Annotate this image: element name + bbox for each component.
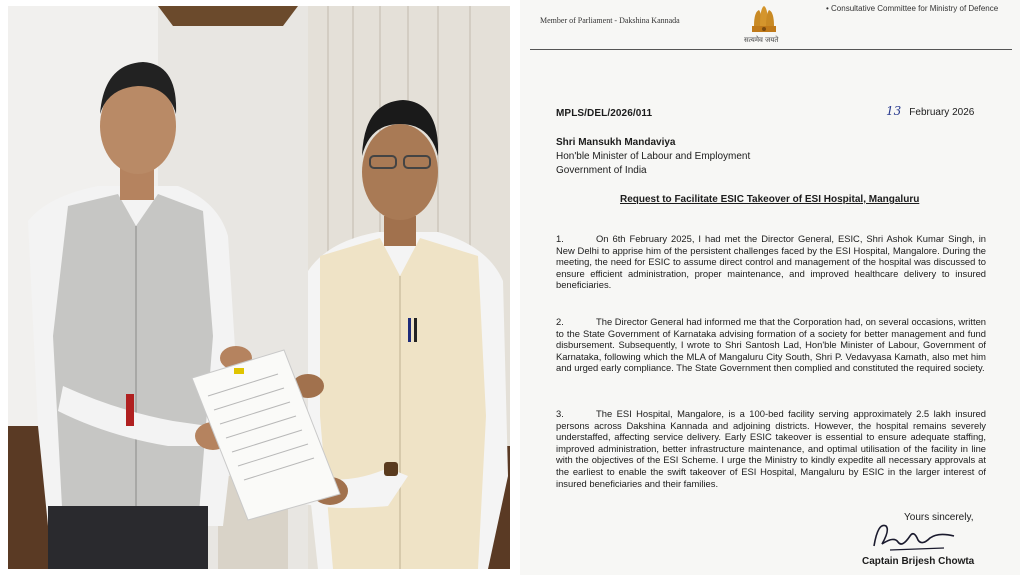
paragraph-number: 1. — [556, 233, 564, 244]
letter-reference: MPLS/DEL/2026/011 — [556, 108, 653, 119]
paragraph-number: 2. — [556, 316, 564, 327]
letter-closing: Yours sincerely, — [904, 512, 974, 523]
emblem-motto: सत्यमेव जयते — [744, 36, 779, 44]
recipient-title: Hon'ble Minister of Labour and Employment — [556, 151, 751, 162]
paragraph-text: The ESI Hospital, Mangalore, is a 100-bed facility serving approximately 2.5 lakh insured persons across Dakshina Kannada and adjoining districts. However, the hospital remains severely understaffed, affecting service delivery. Early ESIC takeover is essential to ensure adequate staffing, improved administration, better infrastructure maintenance, and optimal utilisation of the facility in line with the objectives of the ESI Scheme. I urge the Ministry to kindly expedite all necessary approvals at the earliest to enable the swift takeover of ESI Hospital, Mangaluru by ESIC in the larger interest of insured beneficiaries and their families. — [556, 408, 986, 489]
paragraph-number: 3. — [556, 408, 564, 419]
meeting-photo — [8, 6, 510, 569]
recipient-org: Government of India — [556, 165, 647, 176]
paragraph-text: The Director General had informed me that the Corporation had, on several occasions, written to the State Government of Karnataka advising formation of a society for better management and fund disbursement. Subsequently, I wrote to Shri Santosh Lad, Hon'ble Minister of Labour, Government of Karnataka, following which the MLA of Mangaluru City South, Shri P. Vedavyasa Kamath, also met him and urged early compliance. The State Government then complied and constituted the required society. — [556, 316, 986, 374]
meeting-photo-illustration — [8, 6, 510, 569]
paragraph-2 — [556, 316, 986, 374]
recipient-address — [556, 136, 750, 178]
paragraph-text: On 6th February 2025, I had met the Director General, ESIC, Shri Ashok Kumar Singh, in New Delhi to apprise him of the persistent challenges faced by the ESI Hospital, Mangalore. During the meeting, the need for ESIC to assume direct control and management of the hospital was discussed to ensure efficient administration, proper maintenance, and improved healthcare delivery to insured beneficiaries. — [556, 233, 986, 291]
letterhead-committee-line: • Consultative Committee for Ministry of Defence — [826, 4, 999, 13]
date-month-year: February 2026 — [909, 107, 975, 118]
letterhead-member-line: Member of Parliament - Dakshina Kannada — [540, 16, 680, 25]
letter-subject: Request to Facilitate ESIC Takeover of ESI Hospital, Mangaluru — [620, 194, 920, 205]
signatory-name: Captain Brijesh Chowta — [862, 556, 975, 567]
letterhead-divider — [530, 49, 1012, 50]
recipient-name: Shri Mansukh Mandaviya — [556, 137, 676, 148]
letter-date — [886, 104, 974, 118]
paragraph-1 — [556, 233, 986, 291]
date-day-handwritten: 13 — [886, 104, 902, 118]
letter-document — [520, 0, 1020, 575]
paragraph-3 — [556, 408, 986, 489]
